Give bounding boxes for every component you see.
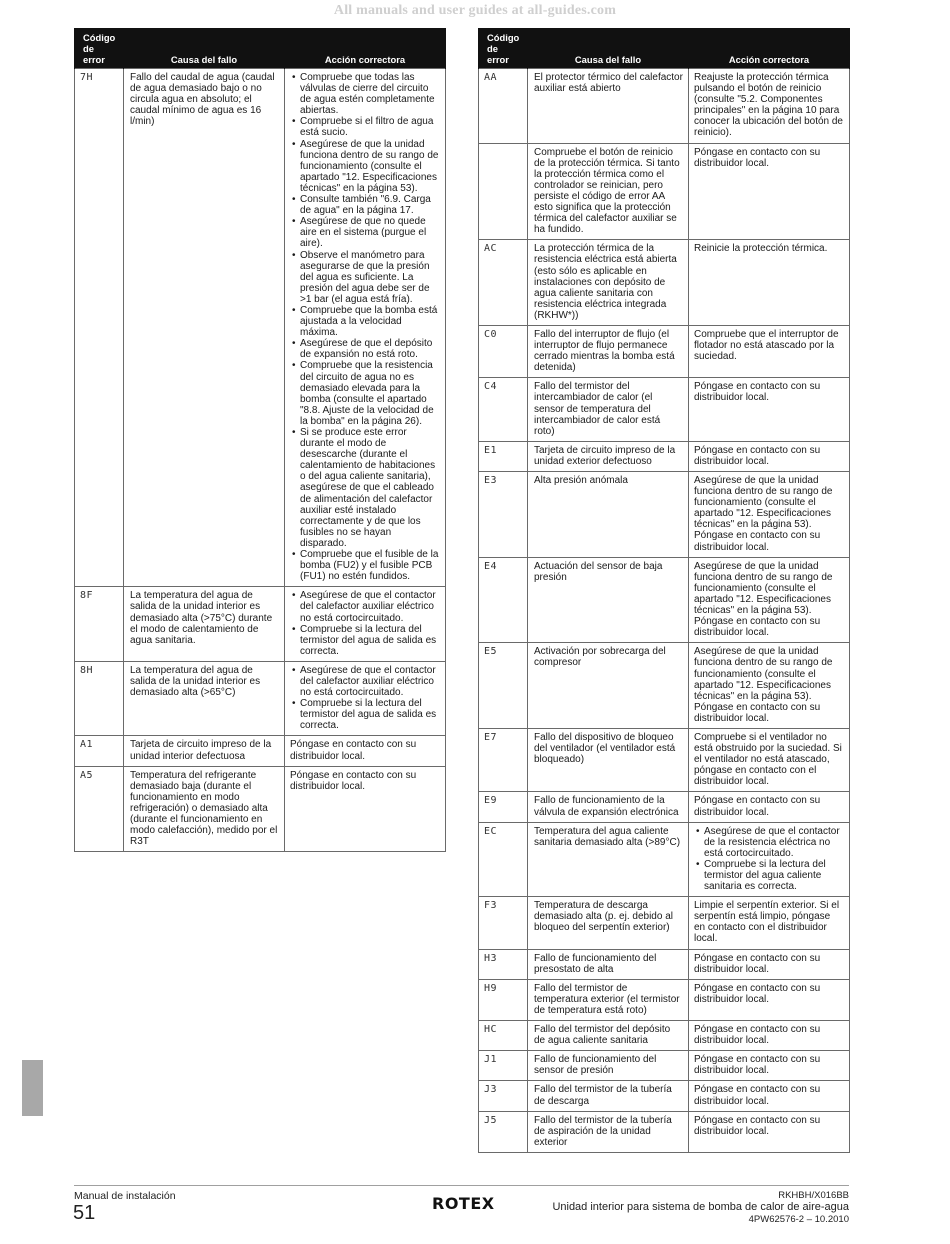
footer-model: RKHBH/X016BB <box>778 1190 849 1201</box>
table-row <box>479 472 850 558</box>
error-code: E4 <box>479 557 528 643</box>
action-item: • Compruebe si la lectura del termistor del agua de salida es correcta. <box>290 624 440 657</box>
table-row <box>75 587 446 662</box>
error-table-right <box>478 28 850 1153</box>
table-row <box>479 728 850 791</box>
fault-cause: Temperatura del agua caliente sanitaria demasiado alta (>89°C) <box>528 822 689 897</box>
fault-cause: Compruebe el botón de reinicio de la protección térmica. Si tanto la protección térmica como el controlador se reinician, pero persiste el código de error AA esto significa que la protección térmica del calefactor auxiliar se ha fundido. <box>528 143 689 240</box>
header-error-code: Código de error <box>75 28 124 69</box>
table-row <box>479 1021 850 1051</box>
error-code: J3 <box>479 1081 528 1111</box>
error-code: A1 <box>75 736 124 766</box>
error-code: E1 <box>479 441 528 471</box>
corrective-action: Compruebe que el interruptor de flotador no está atascado por la suciedad. <box>689 325 850 377</box>
error-code: J1 <box>479 1051 528 1081</box>
watermark: All manuals and user guides at all-guides.com <box>333 3 617 18</box>
corrective-action: Póngase en contacto con su distribuidor local. <box>689 1111 850 1152</box>
fault-cause: Fallo de funcionamiento del presostato de alta <box>528 949 689 979</box>
error-code: A5 <box>75 766 124 852</box>
error-table-left <box>74 28 446 852</box>
corrective-action: Reinicie la protección térmica. <box>689 240 850 326</box>
table-row <box>75 69 446 587</box>
fault-cause: Fallo del termistor de la tubería de aspiración de la unidad exterior <box>528 1111 689 1152</box>
fault-cause: La temperatura del agua de salida de la unidad interior es demasiado alta (>75°C) durante el modo de calentamiento de agua sanitaria. <box>124 587 285 662</box>
corrective-action: Compruebe si el ventilador no está obstruido por la suciedad. Si el ventilador no está atascado, póngase en contacto con el distribuidor local. <box>689 728 850 791</box>
table-row <box>479 979 850 1020</box>
corrective-action: Asegúrese de que la unidad funciona dentro de su rango de funcionamiento (consulte el apartado "12. Especificaciones técnicas" en la página 53). Póngase en contacto con su distribuidor local. <box>689 643 850 729</box>
corrective-action: Asegúrese de que la unidad funciona dentro de su rango de funcionamiento (consulte el apartado "12. Especificaciones técnicas" en la página 53). Póngase en contacto con su distribuidor local. <box>689 557 850 643</box>
corrective-action: Póngase en contacto con su distribuidor local. <box>689 1081 850 1111</box>
table-row <box>479 69 850 144</box>
corrective-action: Póngase en contacto con su distribuidor local. <box>689 441 850 471</box>
corrective-action: Póngase en contacto con su distribuidor local. <box>689 378 850 441</box>
page-number: 51 <box>73 1202 96 1224</box>
error-code: AC <box>479 240 528 326</box>
footer-divider <box>74 1185 849 1186</box>
action-item: • Observe el manómetro para asegurarse de que la presión del agua es suficiente. La presión del agua debe ser de >1 bar (el agua está fría). <box>290 250 440 305</box>
table-body <box>479 69 850 1153</box>
error-code: E3 <box>479 472 528 558</box>
fault-cause: Fallo de funcionamiento de la válvula de expansión electrónica <box>528 792 689 822</box>
error-code: C4 <box>479 378 528 441</box>
action-item: • Asegúrese de que el contactor del calefactor auxiliar eléctrico no está cortocircuitado. <box>290 665 440 698</box>
table-row <box>479 897 850 949</box>
error-code: F3 <box>479 897 528 949</box>
fault-cause: La temperatura del agua de salida de la unidad interior es demasiado alta (>65°C) <box>124 661 285 736</box>
footer-doc-info <box>552 1190 849 1225</box>
table-header-row <box>479 28 850 69</box>
error-code: 8F <box>75 587 124 662</box>
action-list <box>694 826 844 893</box>
rotex-logo: ROTEX <box>432 1194 495 1213</box>
corrective-action: Póngase en contacto con su distribuidor local. <box>285 766 446 852</box>
error-code: H3 <box>479 949 528 979</box>
error-code <box>479 143 528 240</box>
fault-cause: El protector térmico del calefactor auxiliar está abierto <box>528 69 689 144</box>
fault-cause: Alta presión anómala <box>528 472 689 558</box>
fault-cause: Actuación del sensor de baja presión <box>528 557 689 643</box>
error-code: HC <box>479 1021 528 1051</box>
action-item: • Asegúrese de que el contactor de la resistencia eléctrica no está cortocircuitado. <box>694 826 844 859</box>
corrective-action <box>689 822 850 897</box>
table-row <box>75 661 446 736</box>
error-code: C0 <box>479 325 528 377</box>
fault-cause: Fallo del termistor del depósito de agua caliente sanitaria <box>528 1021 689 1051</box>
corrective-action: Reajuste la protección térmica pulsando el botón de reinicio (consulte "5.2. Componentes principales" en la página 10 para conocer la ubicación del botón de reinicio). <box>689 69 850 144</box>
corrective-action: Póngase en contacto con su distribuidor local. <box>689 792 850 822</box>
action-item: • Compruebe que el fusible de la bomba (FU2) y el fusible PCB (FU1) no estén fundidos. <box>290 549 440 582</box>
action-item: • Asegúrese de que el contactor del calefactor auxiliar eléctrico no está cortocircuitado. <box>290 590 440 623</box>
error-code: AA <box>479 69 528 144</box>
table-row <box>479 378 850 441</box>
table-row <box>479 143 850 240</box>
action-item: • Consulte también "6.9. Carga de agua" en la página 17. <box>290 194 440 216</box>
table-row <box>479 325 850 377</box>
corrective-action: Póngase en contacto con su distribuidor local. <box>689 949 850 979</box>
table-row <box>479 557 850 643</box>
fault-cause: Temperatura del refrigerante demasiado baja (durante el funcionamiento en modo refrigeración) o demasiado alta (durante el funcionamiento en modo calefacción), medido por el R3T <box>124 766 285 852</box>
fault-cause: Fallo del termistor de temperatura exterior (el termistor de temperatura está roto) <box>528 979 689 1020</box>
table-row <box>479 1081 850 1111</box>
header-error-code: Código de error <box>479 28 528 69</box>
action-item: • Asegúrese de que la unidad funciona dentro de su rango de funcionamiento (consulte el apartado "12. Especificaciones técnicas" en la página 53). <box>290 139 440 194</box>
error-code: J5 <box>479 1111 528 1152</box>
footer-manual-label: Manual de instalación <box>74 1190 176 1202</box>
error-code: E9 <box>479 792 528 822</box>
action-list <box>290 665 440 732</box>
error-code: E7 <box>479 728 528 791</box>
fault-cause: La protección térmica de la resistencia eléctrica está abierta (esto sólo es aplicable en instalaciones con depósito de agua caliente sanitaria con resistencia eléctrica integrada (RKHW*)) <box>528 240 689 326</box>
header-action: Acción correctora <box>689 28 850 69</box>
error-code: E5 <box>479 643 528 729</box>
fault-cause: Activación por sobrecarga del compresor <box>528 643 689 729</box>
header-cause: Causa del fallo <box>528 28 689 69</box>
table-row <box>479 643 850 729</box>
corrective-action <box>285 661 446 736</box>
table-row <box>479 949 850 979</box>
corrective-action: Limpie el serpentín exterior. Si el serpentín está limpio, póngase en contacto con el distribuidor local. <box>689 897 850 949</box>
table-row <box>479 822 850 897</box>
table-row <box>75 736 446 766</box>
action-list <box>290 72 440 582</box>
fault-cause: Fallo del termistor del intercambiador de calor (el sensor de temperatura del intercambiador de calor está roto) <box>528 378 689 441</box>
table-row <box>479 1111 850 1152</box>
error-code: 7H <box>75 69 124 587</box>
action-item: • Asegúrese de que el depósito de expansión no está roto. <box>290 338 440 360</box>
corrective-action: Póngase en contacto con su distribuidor local. <box>689 979 850 1020</box>
action-item: • Compruebe si la lectura del termistor del agua caliente sanitaria es correcta. <box>694 859 844 892</box>
error-code: EC <box>479 822 528 897</box>
table-row <box>479 441 850 471</box>
action-item: • Si se produce este error durante el modo de desescarche (durante el calentamiento de habitaciones o del agua caliente sanitaria), asegúrese de que el cableado de alimentación del calefactor auxiliar esté instalado correctamente y de que los fusibles no se hayan disparado. <box>290 427 440 549</box>
fault-cause: Fallo del dispositivo de bloqueo del ventilador (el ventilador está bloqueado) <box>528 728 689 791</box>
table-row <box>479 792 850 822</box>
corrective-action: Póngase en contacto con su distribuidor local. <box>285 736 446 766</box>
corrective-action: Póngase en contacto con su distribuidor local. <box>689 1021 850 1051</box>
header-action: Acción correctora <box>285 28 446 69</box>
fault-cause: Tarjeta de circuito impreso de la unidad interior defectuosa <box>124 736 285 766</box>
table-row <box>479 240 850 326</box>
action-item: • Compruebe que todas las válvulas de cierre del circuito de agua estén completamente abiertas. <box>290 72 440 116</box>
corrective-action <box>285 69 446 587</box>
action-item: • Compruebe si la lectura del termistor del agua de salida es correcta. <box>290 698 440 731</box>
corrective-action: Asegúrese de que la unidad funciona dentro de su rango de funcionamiento (consulte el apartado "12. Especificaciones técnicas" en la página 53). Póngase en contacto con su distribuidor local. <box>689 472 850 558</box>
table-header-row <box>75 28 446 69</box>
error-code: 8H <box>75 661 124 736</box>
fault-cause: Tarjeta de circuito impreso de la unidad exterior defectuoso <box>528 441 689 471</box>
footer-description: Unidad interior para sistema de bomba de calor de aire-agua <box>552 1201 849 1213</box>
action-item: • Asegúrese de que no quede aire en el sistema (purgue el aire). <box>290 216 440 249</box>
corrective-action <box>285 587 446 662</box>
header-cause: Causa del fallo <box>124 28 285 69</box>
table-row <box>75 766 446 852</box>
fault-cause: Fallo del termistor de la tubería de descarga <box>528 1081 689 1111</box>
action-item: • Compruebe que la bomba está ajustada a la velocidad máxima. <box>290 305 440 338</box>
chapter-tab-marker <box>22 1060 43 1116</box>
corrective-action: Póngase en contacto con su distribuidor local. <box>689 1051 850 1081</box>
action-item: • Compruebe si el filtro de agua está sucio. <box>290 116 440 138</box>
footer-doc-ref: 4PW62576-2 – 10.2010 <box>748 1214 849 1225</box>
fault-cause: Temperatura de descarga demasiado alta (p. ej. debido al bloqueo del serpentín exterior) <box>528 897 689 949</box>
fault-cause: Fallo del caudal de agua (caudal de agua demasiado bajo o no circula agua en absoluto; el caudal mínimo de agua es 16 l/min) <box>124 69 285 587</box>
corrective-action: Póngase en contacto con su distribuidor local. <box>689 143 850 240</box>
error-code: H9 <box>479 979 528 1020</box>
fault-cause: Fallo del interruptor de flujo (el interruptor de flujo permanece cerrado mientras la bomba está detenida) <box>528 325 689 377</box>
action-list <box>290 590 440 657</box>
table-row <box>479 1051 850 1081</box>
fault-cause: Fallo de funcionamiento del sensor de presión <box>528 1051 689 1081</box>
action-item: • Compruebe que la resistencia del circuito de agua no es demasiado elevada para la bomba (consulte el apartado "8.8. Ajuste de la velocidad de la bomba" en la página 26). <box>290 360 440 427</box>
table-body <box>75 69 446 852</box>
